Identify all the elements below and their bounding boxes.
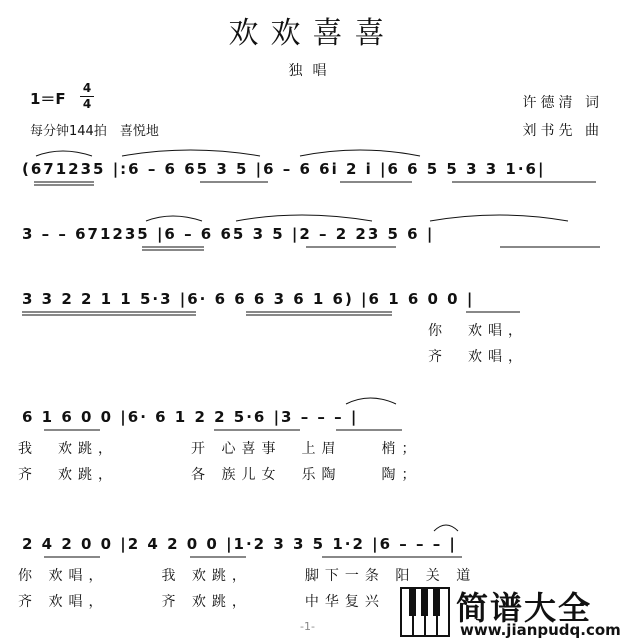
time-signature: [80, 82, 94, 111]
lyric-verse-2: 齐 欢唱， 齐 欢跳， 中华复兴: [18, 594, 385, 610]
song-title: 欢欢喜喜: [228, 16, 397, 51]
lyric-verse-2: 齐 欢跳， 各 族儿女 乐陶 陶；: [18, 467, 422, 483]
score-line-2: [0, 225, 625, 285]
beam-marks: [0, 290, 625, 350]
lyric-verse-1: 你 欢唱，: [428, 323, 528, 339]
lyric-verse-1: 你 欢唱， 我 欢跳， 脚下一条 阳 关 道: [18, 568, 477, 584]
score-line-4: [0, 408, 625, 488]
notation-text: 2 4 2 0 0 |2 4 2 0 0 |1·2 3 3 5 1·2 |6 – – – |: [22, 535, 457, 553]
composer-credit: 刘书先 曲: [522, 123, 603, 139]
score-line-1: [0, 160, 625, 220]
slur-marks: [0, 160, 625, 220]
watermark-logo: [400, 585, 620, 641]
piano-keys-icon: [400, 587, 450, 637]
slur-marks: [0, 225, 625, 285]
lyricist-credit: 许德清 词: [522, 95, 603, 111]
notation-text: (671235 |:6 – 6 65 3 5 |6 – 6 6i 2 i |6 6 5 5 3 3 1·6|: [22, 160, 546, 178]
performance-type: 独唱: [288, 63, 337, 79]
notation-text: 3 – – 671235 |6 – 6 65 3 5 |2 – 2 23 5 6 |: [22, 225, 435, 243]
score-line-3: [0, 290, 625, 370]
key-signature: 1＝F: [30, 90, 66, 108]
meter-top: 4: [82, 81, 92, 95]
brand-url: www.jianpudq.com: [460, 621, 621, 639]
lyric-verse-1: 我 欢跳， 开 心喜事 上眉 梢；: [18, 441, 422, 457]
notation-text: 6 1 6 0 0 |6· 6 1 2 2 5·6 |3 – – – |: [22, 408, 359, 426]
meter-bottom: 4: [82, 97, 92, 111]
tempo-marking: 每分钟144拍 喜悦地: [30, 124, 159, 139]
notation-text: 3 3 2 2 1 1 5·3 |6· 6 6 6 3 6 1 6) |6 1 6 0 0 |: [22, 290, 475, 308]
lyric-verse-2: 齐 欢唱，: [428, 349, 528, 365]
page-number: -1-: [300, 620, 315, 633]
brand-name: 简谱大全: [456, 589, 593, 627]
